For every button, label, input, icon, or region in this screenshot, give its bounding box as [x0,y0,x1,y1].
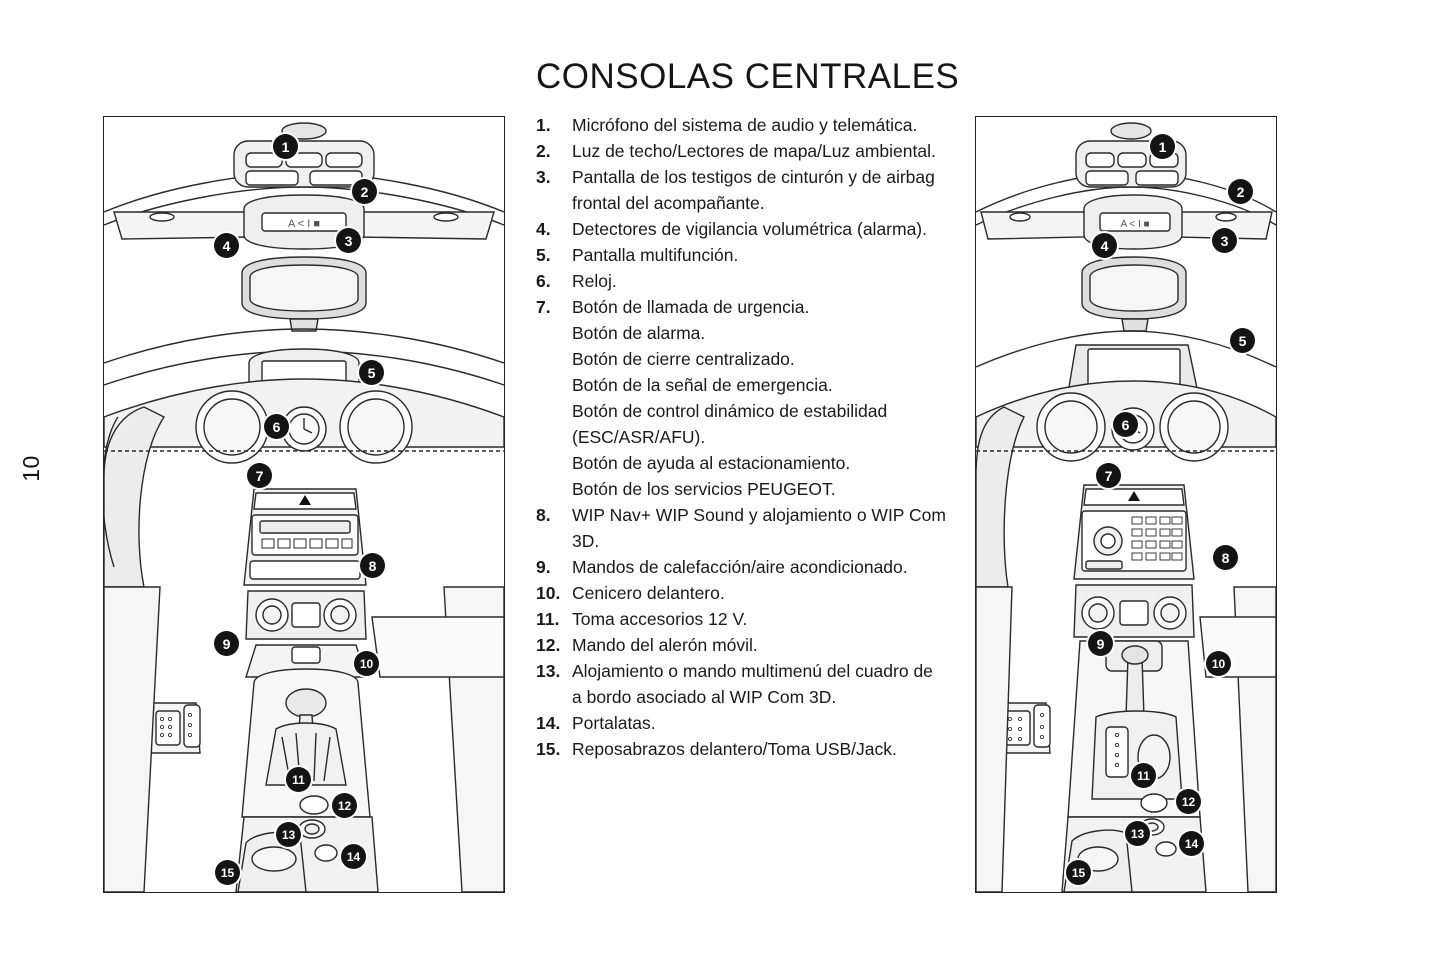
callout-12: 12 [1176,789,1201,814]
callout-5: 5 [1230,328,1255,353]
list-subitem: Botón de ayuda al estacionamiento. [572,453,851,473]
callout-14: 14 [341,844,366,869]
list-item [536,710,946,736]
list-item [536,216,946,242]
list-item-text: Mando del alerón móvil. [572,635,758,655]
page-number: 10 [17,455,44,482]
list-item-text: Toma accesorios 12 V. [572,609,748,629]
callout-2: 2 [352,179,377,204]
list-item [536,632,946,658]
list-item-text: Detectores de vigilancia volumétrica (alarma). [572,219,927,239]
callout-3: 3 [336,228,361,253]
list-item-number: 9. [536,557,551,577]
list-subitem: Botón de la señal de emergencia. [572,375,833,395]
callout-9: 9 [214,631,239,656]
callout-8: 8 [1213,545,1238,570]
callout-7: 7 [1096,463,1121,488]
callout-12: 12 [332,793,357,818]
list-item [536,268,946,294]
callout-10: 10 [1206,651,1231,676]
callout-10: 10 [354,651,379,676]
list-subitem: Botón de cierre centralizado. [572,349,795,369]
list-item-number: 8. [536,505,551,525]
list-item-number: 13. [536,661,561,681]
list-item-number: 15. [536,739,561,759]
list-item-number: 14. [536,713,561,733]
list-item [536,164,946,216]
callout-7: 7 [247,463,272,488]
callout-1: 1 [1150,134,1175,159]
list-item-text: Mandos de calefacción/aire acondicionado. [572,557,908,577]
list-item [536,138,946,164]
list-item-number: 6. [536,271,551,291]
list-subitem: Botón de los servicios PEUGEOT. [572,479,836,499]
list-item-number: 1. [536,115,551,135]
list-subitem: Botón de control dinámico de estabilidad (ESC/ASR/AFU). [572,401,888,447]
list-item-text: Micrófono del sistema de audio y telemática. [572,115,918,135]
list-item-text: Portalatas. [572,713,656,733]
callout-14: 14 [1179,831,1204,856]
list-item-number: 10. [536,583,561,603]
legend-list [536,112,946,762]
svg-text:A < I ■: A < I ■ [1120,219,1150,230]
list-item [536,606,946,632]
list-item [536,112,946,138]
callout-9: 9 [1088,631,1113,656]
list-item-number: 5. [536,245,551,265]
list-item [536,242,946,268]
list-item-number: 3. [536,167,551,187]
figure-automatic-console [975,116,1277,893]
list-item-text: Botón de llamada de urgencia. [572,297,810,317]
list-item-number: 2. [536,141,551,161]
list-item [536,580,946,606]
list-subitem: Botón de alarma. [572,323,706,343]
list-item-text: Luz de techo/Lectores de mapa/Luz ambiental. [572,141,936,161]
list-item-text: Reposabrazos delantero/Toma USB/Jack. [572,739,897,759]
page-title: CONSOLAS CENTRALES [536,57,960,96]
list-item [536,736,946,762]
callout-2: 2 [1228,179,1253,204]
callout-13: 13 [1125,821,1150,846]
list-item-text: Reloj. [572,271,617,291]
callout-8: 8 [360,553,385,578]
figure-manual-console [103,116,505,893]
callout-3: 3 [1212,228,1237,253]
callout-6: 6 [1113,412,1138,437]
list-item-number: 7. [536,297,551,317]
callout-4: 4 [1092,233,1117,258]
list-item [536,294,946,320]
list-item-text: Alojamiento o mando multimenú del cuadro de a bordo asociado al WIP Com 3D. [572,661,933,707]
list-item-number: 11. [536,609,560,629]
list-item-text: Pantalla multifunción. [572,245,739,265]
svg-text:A < I ■: A < I ■ [287,218,321,230]
list-item-number: 12. [536,635,561,655]
callout-6: 6 [264,414,289,439]
list-item-text: Pantalla de los testigos de cinturón y de airbag frontal del acompañante. [572,167,935,213]
list-item [536,502,946,554]
callout-1: 1 [273,134,298,159]
list-item-text: Cenicero delantero. [572,583,725,603]
callout-13: 13 [276,822,301,847]
callout-5: 5 [359,360,384,385]
list-item-number: 4. [536,219,551,239]
callout-11: 11 [1131,763,1156,788]
callout-15: 15 [1066,860,1091,885]
list-item [536,658,946,710]
callout-15: 15 [215,860,240,885]
callout-11: 11 [286,767,311,792]
list-item-text: WIP Nav+ WIP Sound y alojamiento o WIP Com 3D. [572,505,946,551]
callout-4: 4 [214,233,239,258]
list-item [536,554,946,580]
